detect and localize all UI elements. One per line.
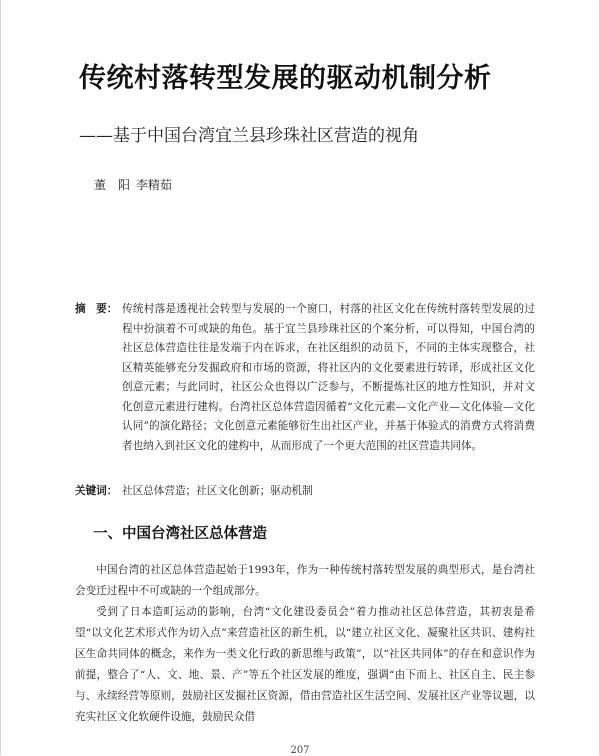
keywords-block: [75, 482, 535, 502]
author-name: 李精茹: [135, 178, 172, 192]
author-name: 董 阳: [94, 178, 131, 192]
page-number: 207: [290, 745, 310, 756]
body-paragraph: 受到了日本造町运动的影响，台湾“文化建设委员会”着力推动社区总体营造，其初衷是希望“以文化艺术形式作为切入点”来营造社区的新生机，以“建立社区文化、凝聚社区共识、建构社区生命共同体的概念，来作为一类文化行政的新思维与政策”，以“社区共同体”的存在和意识作为前提，整合了“人、文、地、景、产”等五个社区发展的维度，强调“由下而上、社区自主、民主参与、永续经营等原则，鼓励社区发掘社区资源，借由营造社区生活空间、发展社区产业等议题，以充实社区文化软硬件设施，鼓励民众借: [75, 606, 535, 723]
article-title: 传统村落转型发展的驱动机制分析: [79, 63, 492, 94]
abstract-label: 摘 要：: [75, 303, 118, 315]
abstract-text: 传统村落是透视社会转型与发展的一个窗口，村落的社区文化在传统村落转型发展的过程中扮演着不可或缺的角色。基于宜兰县珍珠社区的个案分析，可以得知，中国台湾的社区总体营造往往是发端于内在诉求，在社区组织的动员下，不同的主体实现整合，社区精英能够充分发掘政府和市场的资源，将社区内的文化要素进行转译，形成社区文化创意元素；与此同时，社区公众也得以广泛参与，不断提炼社区的地方性知识，并对文化创意元素进行建构。台湾社区总体营造因循着“文化元素—文化产业—文化体验—文化认同”的演化路径；文化创意元素能够衍生出社区产业，并基于体验式的消费方式将消费者也纳入到社区文化的建构中，从而形成了一个更大范围的社区营造共同体。: [122, 303, 535, 452]
author-list: [94, 176, 174, 193]
article-subtitle: ——基于中国台湾宜兰县珍珠社区营造的视角: [79, 126, 419, 146]
abstract-block: [75, 300, 535, 456]
body-paragraph: 中国台湾的社区总体营造起始于1993年，作为一种传统村落转型发展的典型形式，是台湾社会变迁过程中不可或缺的一个组成部分。: [75, 564, 535, 597]
section-heading: 一、中国台湾社区总体营造: [93, 526, 267, 542]
keywords-text: 社区总体营造；社区文化创新；驱动机制: [122, 485, 313, 497]
keywords-label: 关键词：: [75, 485, 118, 497]
body-text: [75, 560, 535, 728]
